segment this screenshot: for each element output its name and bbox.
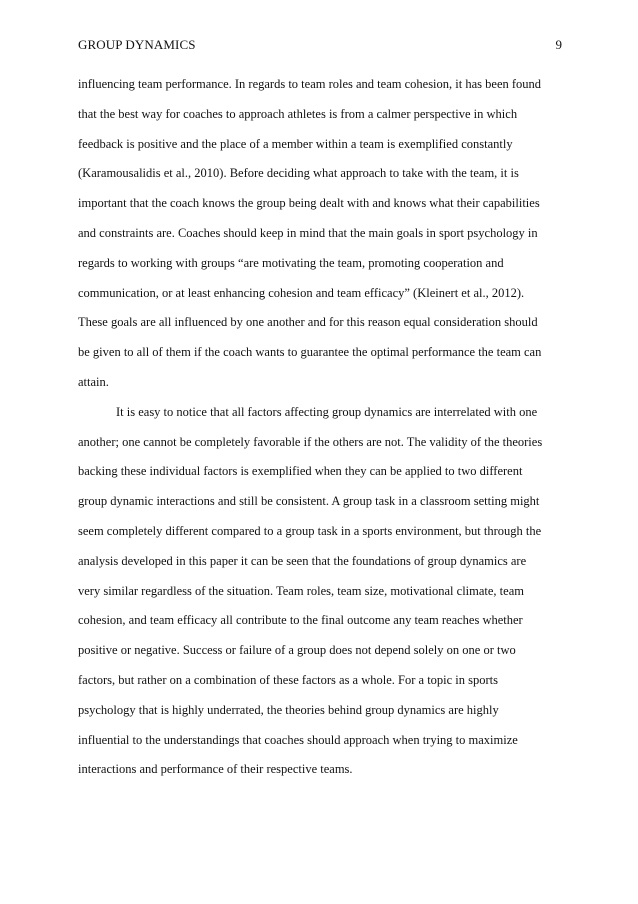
running-head: GROUP DYNAMICS (78, 37, 196, 52)
paragraph-first-line: It is easy to notice that all factors affecting group dynamics are interrelated with one (116, 404, 538, 419)
page-number: 9 (555, 37, 562, 52)
document-page: GROUP DYNAMICS 9 influencing team performance. In regards to team roles and team cohesion, it has been found that the best way for coaches to approach athletes is from a calmer perspective in which feedback is positive and the place of a member within a team is exemplified constantly (Karamousalidis et al., 2010). Before deciding what approach to take with the team, it is important that the coach knows the group being dealt with and knows what their capabilities and constraints are. Coaches should keep in mind that the main goals in sport psychology in regards to working with groups “are motivating the team, promoting cooperation and communication, or at least enhancing cohesion and team efficacy” (Kleinert et al., 2012). These goals are all influenced by one another and for this reason equal consideration should be given to all of them if the coach wants to guarantee the optimal performance the team can attain. It is easy to notice that all factors affecting group dynamics are interrelated with one another; one cannot be completely favorable if the others are not. The validity of the theories backing these individual factors is exemplified when they can be applied to two different group dynamic interactions and still be consistent. A group task in a classroom setting might seem completely different compared to a group task in a sports environment, but through the analysis developed in this paper it can be seen that the foundations of group dynamics are very similar regardless of the situation. Team roles, team size, motivational climate, team cohesion, and team efficacy all contribute to the final outcome any team reaches whether positive or negative. Success or failure of a group does not depend solely on one or two factors, but rather on a combination of these factors as a whole. For a topic in sports psychology that is highly underrated, the theories behind group dynamics are highly influential to the understandings that coaches should approach when trying to maximize interactions and performance of their respective teams. (0, 0, 638, 904)
